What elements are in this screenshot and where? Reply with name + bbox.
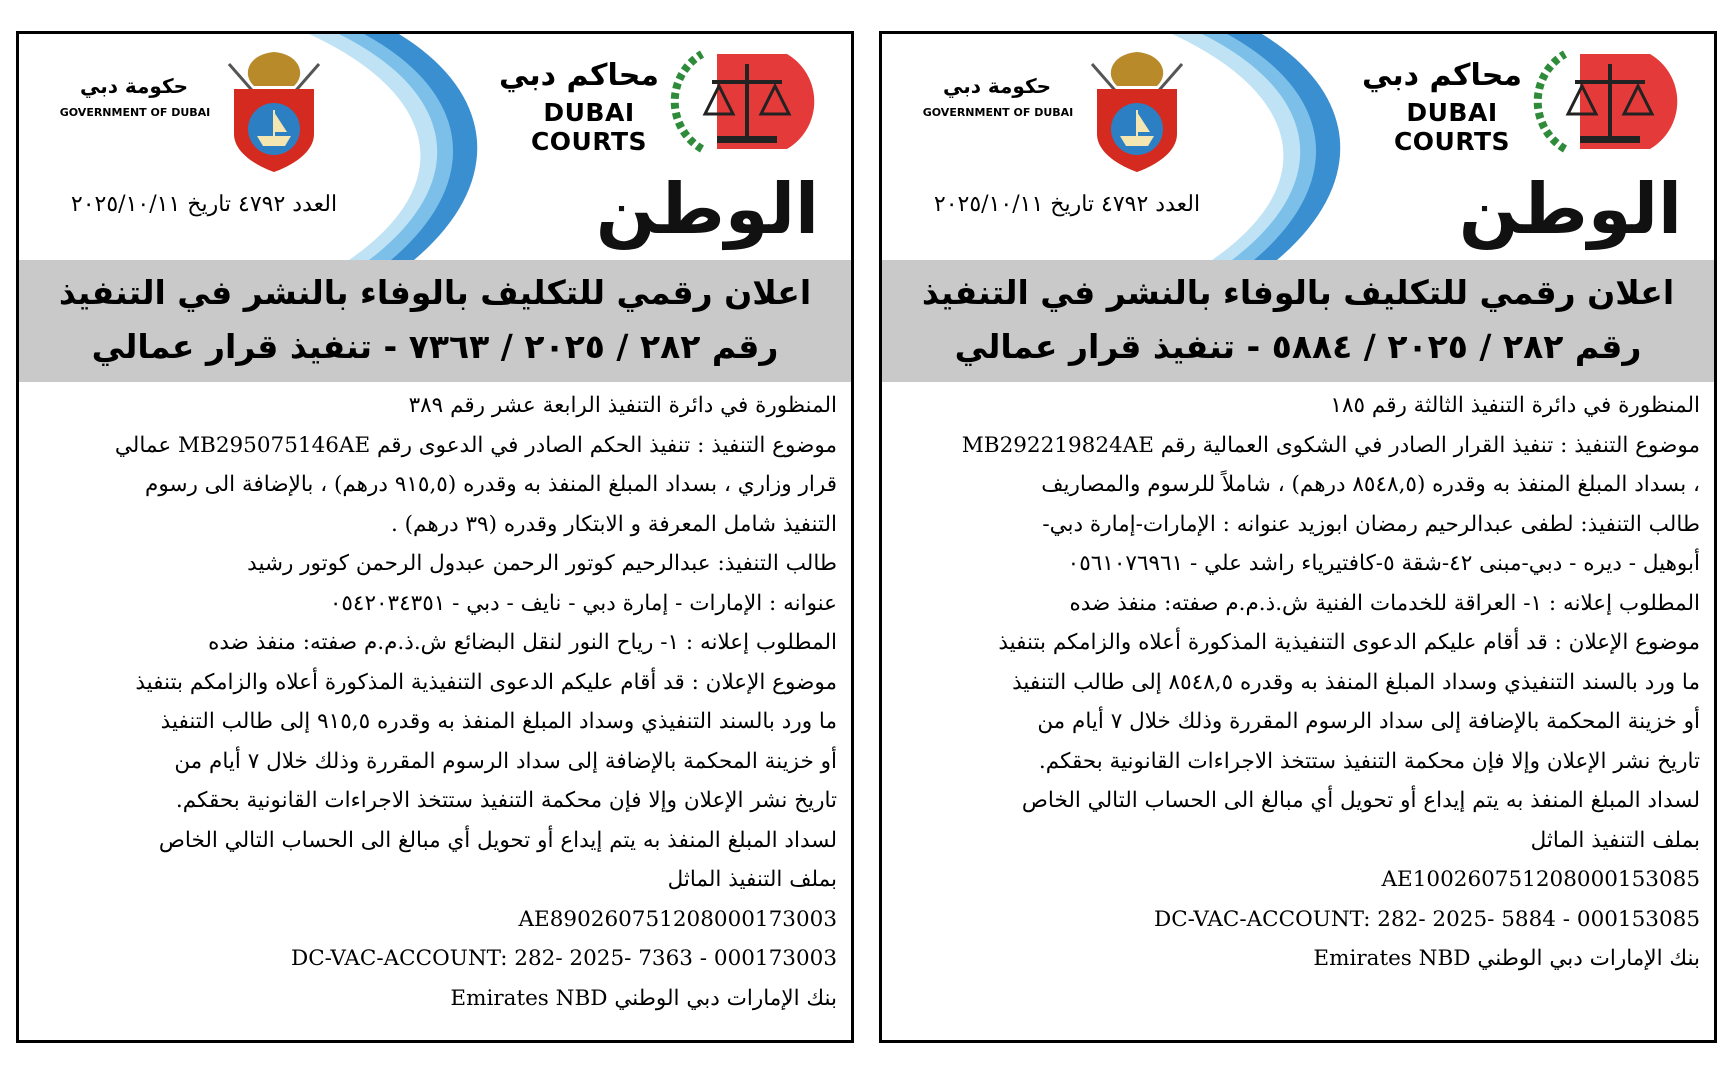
dubai-courts-arabic-name: محاكم دبي	[1362, 58, 1522, 93]
notice-header	[19, 34, 851, 260]
issue-number-and-date: العدد ٤٧٩٢ تاريخ ٢٠٢٥/١٠/١١	[933, 192, 1201, 217]
bank-name: بنك الإمارات دبي الوطني Emirates NBD	[450, 985, 837, 1011]
body-line: موضوع التنفيذ : تنفيذ القرار الصادر في الشكوى العمالية رقم MB292219824AE	[961, 432, 1700, 458]
notice-case-5884	[879, 31, 1717, 1043]
body-line: بملف التنفيذ الماثل	[1530, 827, 1700, 853]
government-of-dubai-arabic: حكومة دبي	[942, 74, 1052, 98]
notice-body	[882, 382, 1714, 979]
notice-title-line-2: رقم ٢٨٢ / ٢٠٢٥ / ٥٨٨٤ - تنفيذ قرار عمالي	[954, 327, 1642, 366]
notice-title-line-1: اعلان رقمي للتكليف بالوفاء بالنشر في التنفيذ	[921, 273, 1675, 312]
body-line: طالب التنفيذ: عبدالرحيم كوتور الرحمن عبدول الرحمن كوتور رشيد	[247, 551, 837, 576]
dubai-government-emblem-icon	[1082, 44, 1192, 174]
notice-title-line-1: اعلان رقمي للتكليف بالوفاء بالنشر في التنفيذ	[58, 273, 812, 312]
notice-title-bar	[882, 260, 1714, 382]
government-of-dubai-english: GOVERNMENT OF DUBAI	[59, 106, 211, 119]
body-line: أبوهيل - ديره - دبي-مبنى ٤٢-شقة ٥-كافتيرياء راشد علي - ٠٥٦١٠٧٦٩٦١	[1067, 551, 1700, 576]
body-line: المنظورة في دائرة التنفيذ الرابعة عشر رقم ٣٨٩	[408, 393, 837, 418]
government-of-dubai-english: GOVERNMENT OF DUBAI	[922, 106, 1074, 119]
body-line: تاريخ نشر الإعلان وإلا فإن محكمة التنفيذ ستتخذ الاجراءات القانونية بحقكم.	[175, 788, 837, 813]
notice-header	[882, 34, 1714, 260]
vac-account-number: DC-VAC-ACCOUNT: 282- 2025- 7363 - 000173003	[290, 946, 837, 971]
body-line: ، بسداد المبلغ المنفذ به وقدره (٨٥٤٨,٥ درهم) ، شاملاً للرسوم والمصاريف	[1041, 472, 1700, 497]
bank-name: بنك الإمارات دبي الوطني Emirates NBD	[1313, 946, 1700, 971]
body-line: طالب التنفيذ: لطفى عبدالرحيم رمضان ابوزيد عنوانه : الإمارات-إمارة دبي-	[1042, 511, 1700, 537]
notice-body	[19, 382, 851, 1018]
dubai-courts-english-name: DUBAI COURTS	[1393, 98, 1511, 156]
body-line: المنظورة في دائرة التنفيذ الثالثة رقم ١٨٥	[1330, 393, 1700, 418]
body-line: تاريخ نشر الإعلان وإلا فإن محكمة التنفيذ ستتخذ الاجراءات القانونية بحقكم.	[1038, 748, 1700, 774]
issue-number-and-date: العدد ٤٧٩٢ تاريخ ٢٠٢٥/١٠/١١	[70, 192, 338, 217]
iban-number: AE890260751208000173003	[518, 906, 837, 932]
newspaper-name: الوطن	[595, 168, 819, 250]
body-line: قرار وزاري ، بسداد المبلغ المنفذ به وقدره (٩١٥,٥ درهم) ، بالإضافة الى رسوم	[145, 472, 837, 497]
vac-account-number: DC-VAC-ACCOUNT: 282- 2025- 5884 - 000153085	[1153, 906, 1700, 932]
body-line: لسداد المبلغ المنفذ به يتم إيداع أو تحويل أي مبالغ الى الحساب التالي الخاص	[1021, 788, 1700, 813]
body-line: المطلوب إعلانه : ١- رياح النور لنقل البضائع ش.ذ.م.م صفته: منفذ ضده	[208, 630, 837, 655]
body-line: لسداد المبلغ المنفذ به يتم إيداع أو تحويل أي مبالغ الى الحساب التالي الخاص	[158, 827, 837, 853]
body-line: بملف التنفيذ الماثل	[667, 867, 837, 892]
notice-case-7363	[16, 31, 854, 1043]
body-line: موضوع الإعلان : قد أقام عليكم الدعوى التنفيذية المذكورة أعلاه والزامكم بتنفيذ	[135, 669, 837, 695]
body-line: ما ورد بالسند التنفيذي وسداد المبلغ المنفذ به وقدره ٩١٥,٥ إلى طالب التنفيذ	[160, 709, 837, 734]
dubai-courts-english-name: DUBAI COURTS	[530, 98, 648, 156]
iban-number: AE100260751208000153085	[1381, 867, 1700, 892]
body-line: موضوع التنفيذ : تنفيذ الحكم الصادر في الدعوى رقم MB295075146AE عمالي	[114, 432, 837, 458]
notice-title-bar	[19, 260, 851, 382]
dubai-government-emblem-icon	[219, 44, 329, 174]
body-line: التنفيذ شامل المعرفة و الابتكار وقدره (٣٩ درهم) .	[391, 511, 837, 537]
body-line: عنوانه : الإمارات - إمارة دبي - نايف - دبي - ٠٥٤٢٠٣٤٣٥١	[329, 590, 837, 616]
newspaper-name: الوطن	[1458, 168, 1682, 250]
body-line: موضوع الإعلان : قد أقام عليكم الدعوى التنفيذية المذكورة أعلاه والزامكم بتنفيذ	[998, 630, 1700, 655]
government-of-dubai-arabic: حكومة دبي	[79, 74, 189, 98]
body-line: أو خزينة المحكمة بالإضافة إلى سداد الرسوم المقررة وذلك خلال ٧ أيام من	[1037, 709, 1700, 734]
body-line: المطلوب إعلانه : ١- العراقة للخدمات الفنية ش.ذ.م.م صفته: منفذ ضده	[1069, 590, 1700, 616]
notice-title-line-2: رقم ٢٨٢ / ٢٠٢٥ / ٧٣٦٣ - تنفيذ قرار عمالي	[91, 327, 779, 366]
body-line: أو خزينة المحكمة بالإضافة إلى سداد الرسوم المقررة وذلك خلال ٧ أيام من	[174, 748, 837, 774]
body-line: ما ورد بالسند التنفيذي وسداد المبلغ المنفذ به وقدره ٨٥٤٨,٥ إلى طالب التنفيذ	[1012, 669, 1700, 695]
dubai-courts-arabic-name: محاكم دبي	[499, 58, 659, 93]
